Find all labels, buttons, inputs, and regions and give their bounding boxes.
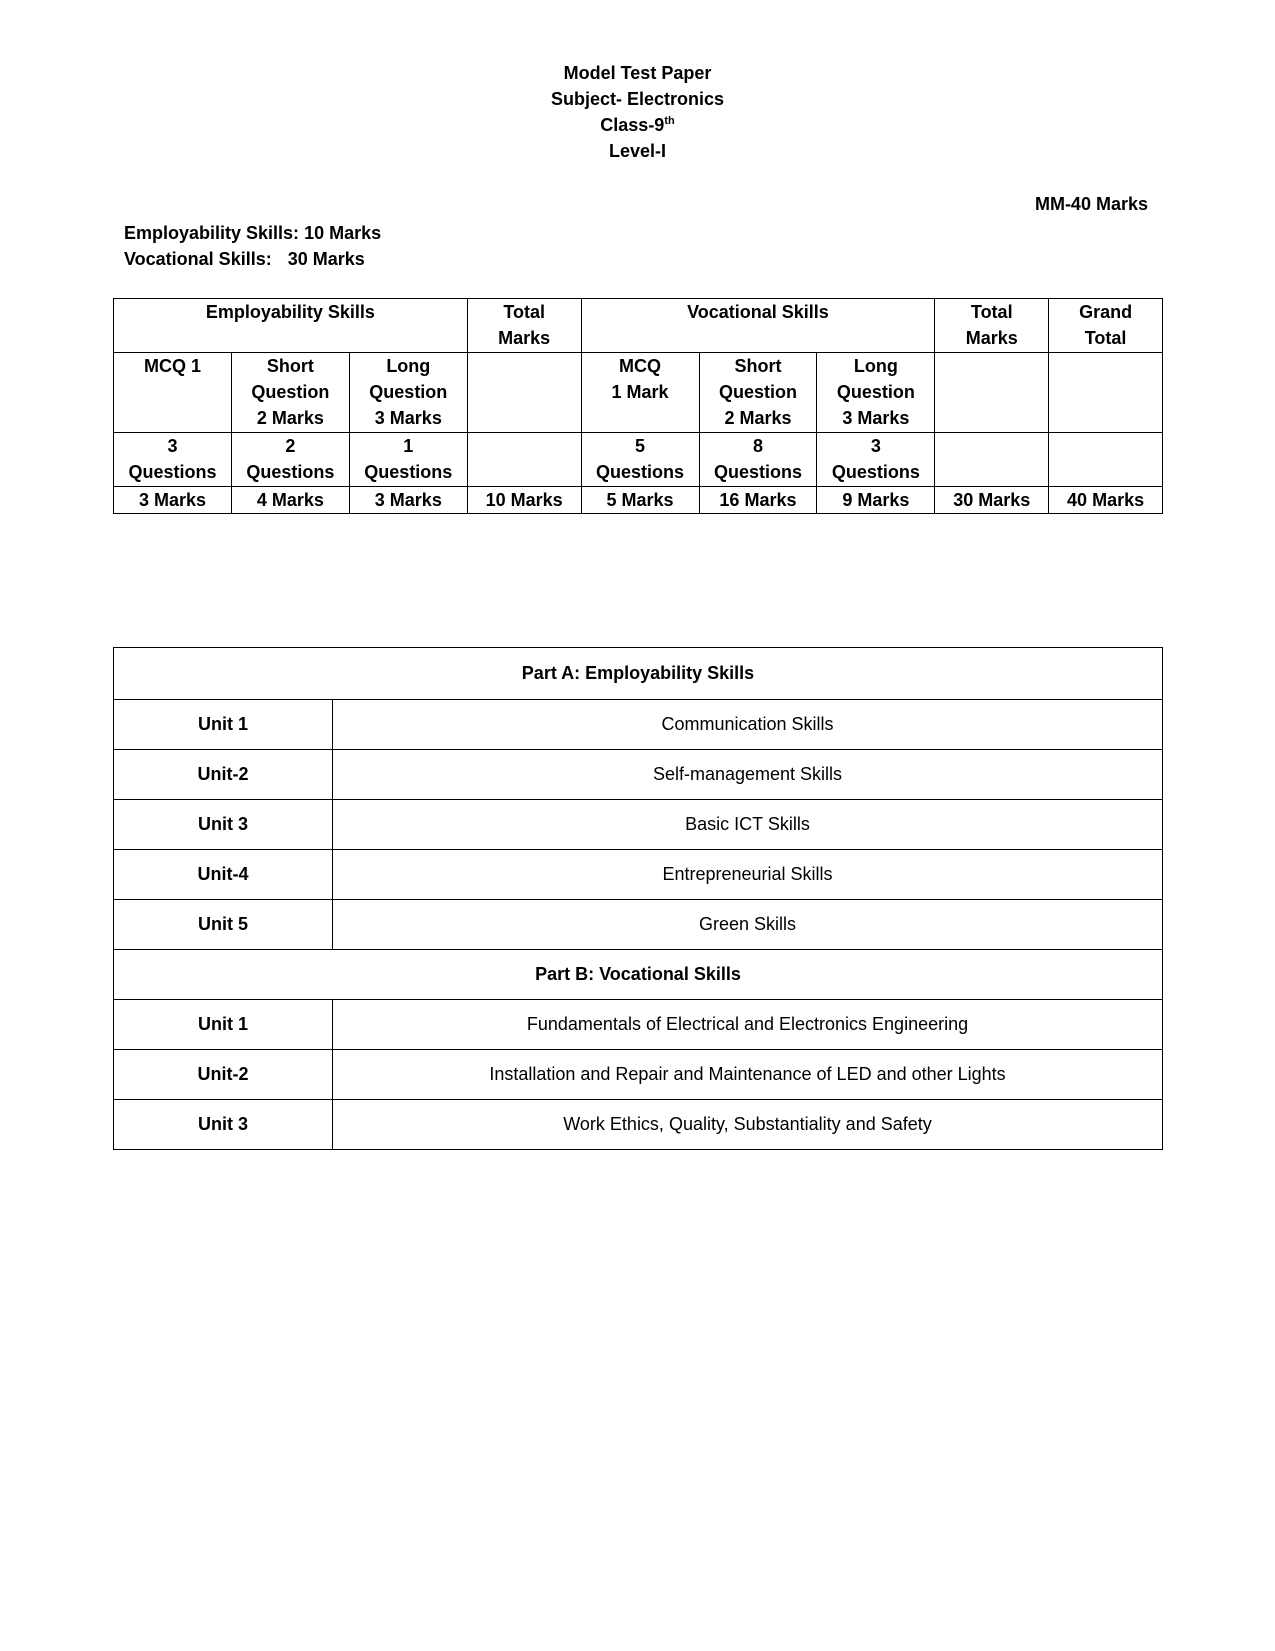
unit-row xyxy=(114,850,1163,900)
class-text: Class-9 xyxy=(600,115,665,135)
level-line: Level-I xyxy=(608,141,667,161)
vocational-summary-value: 30 Marks xyxy=(287,249,365,269)
unit-row xyxy=(114,800,1163,850)
units-table xyxy=(113,647,1163,1150)
questions-cell-line: Questions xyxy=(596,462,685,482)
subheader-cell-line: Question xyxy=(718,382,797,402)
questions-cell xyxy=(349,433,467,487)
unit-name: Fundamentals of Electrical and Electronics Engineering xyxy=(333,1000,1163,1050)
subheader-cell-line: MCQ 1 xyxy=(143,356,201,376)
marks-table-marks-row xyxy=(114,487,1163,514)
vocational-summary-label: Vocational Skills: xyxy=(124,249,272,269)
unit-label: Unit 3 xyxy=(114,800,333,850)
marks-cell: 30 Marks xyxy=(935,487,1049,514)
subheader-cell-line: MCQ xyxy=(619,356,662,376)
unit-row xyxy=(114,750,1163,800)
grand-total-header-line: Grand xyxy=(1079,302,1133,322)
document-header xyxy=(0,60,1275,164)
class-superscript: th xyxy=(664,115,675,127)
questions-cell xyxy=(817,433,935,487)
unit-name: Basic ICT Skills xyxy=(333,800,1163,850)
questions-cell-line: 3 xyxy=(870,436,881,456)
part-a-title-row xyxy=(114,648,1163,700)
total-marks-header-line: Total xyxy=(503,302,545,322)
unit-name: Self-management Skills xyxy=(333,750,1163,800)
total-marks-header-line: Total xyxy=(970,302,1013,322)
questions-cell xyxy=(699,433,817,487)
marks-table-subheader-row xyxy=(114,353,1163,433)
subheader-cell xyxy=(114,353,232,433)
subheader-cell xyxy=(467,353,581,433)
questions-cell-line: 3 xyxy=(167,436,178,456)
questions-cell-line: Questions xyxy=(128,462,217,482)
unit-name: Entrepreneurial Skills xyxy=(333,850,1163,900)
unit-name: Communication Skills xyxy=(333,700,1163,750)
questions-cell xyxy=(935,433,1049,487)
marks-cell: 4 Marks xyxy=(231,487,349,514)
marks-distribution-table xyxy=(113,298,1163,514)
questions-cell-line: 1 xyxy=(403,436,414,456)
subheader-cell xyxy=(935,353,1049,433)
questions-cell xyxy=(114,433,232,487)
unit-label: Unit-4 xyxy=(114,850,333,900)
questions-cell-line: 2 xyxy=(285,436,296,456)
unit-name: Green Skills xyxy=(333,900,1163,950)
questions-cell xyxy=(467,433,581,487)
subheader-cell-line: 2 Marks xyxy=(724,408,792,428)
unit-label: Unit 1 xyxy=(114,700,333,750)
vocational-header: Vocational Skills xyxy=(581,299,935,353)
part-b-title-row xyxy=(114,950,1163,1000)
questions-cell xyxy=(231,433,349,487)
subheader-cell xyxy=(699,353,817,433)
subheader-cell-line: Question xyxy=(251,382,330,402)
marks-cell: 3 Marks xyxy=(114,487,232,514)
grand-total-header xyxy=(1049,299,1163,353)
marks-cell: 9 Marks xyxy=(817,487,935,514)
questions-cell-line: Questions xyxy=(831,462,920,482)
unit-label: Unit 5 xyxy=(114,900,333,950)
subheader-cell-line: Short xyxy=(734,356,782,376)
questions-cell-line: Questions xyxy=(713,462,802,482)
employability-summary-value: 10 Marks xyxy=(304,223,382,243)
max-marks: MM-40 Marks xyxy=(1034,194,1148,214)
unit-label: Unit 3 xyxy=(114,1100,333,1150)
questions-cell-line: 5 xyxy=(635,436,646,456)
questions-cell xyxy=(581,433,699,487)
unit-row xyxy=(114,1000,1163,1050)
part-b-title: Part B: Vocational Skills xyxy=(114,950,1163,1000)
marks-cell: 40 Marks xyxy=(1049,487,1163,514)
subheader-cell xyxy=(1049,353,1163,433)
unit-row xyxy=(114,700,1163,750)
marks-cell: 10 Marks xyxy=(467,487,581,514)
total-marks-header-line: Marks xyxy=(965,328,1018,348)
total-marks-header-2 xyxy=(935,299,1049,353)
subheader-cell-line: 2 Marks xyxy=(256,408,324,428)
subheader-cell-line: Short xyxy=(266,356,314,376)
employability-summary-label: Employability Skills: xyxy=(124,223,300,243)
marks-cell: 3 Marks xyxy=(349,487,467,514)
part-a-title: Part A: Employability Skills xyxy=(114,648,1163,700)
marks-table-questions-row xyxy=(114,433,1163,487)
total-marks-header-line: Marks xyxy=(498,328,551,348)
questions-cell-line: Questions xyxy=(364,462,453,482)
unit-label: Unit 1 xyxy=(114,1000,333,1050)
questions-cell xyxy=(1049,433,1163,487)
total-marks-header xyxy=(467,299,581,353)
unit-name: Installation and Repair and Maintenance of LED and other Lights xyxy=(333,1050,1163,1100)
unit-name: Work Ethics, Quality, Substantiality and Safety xyxy=(333,1100,1163,1150)
unit-row xyxy=(114,1100,1163,1150)
subheader-cell-line: Question xyxy=(369,382,448,402)
subheader-cell-line: Long xyxy=(386,356,431,376)
subheader-cell-line: 3 Marks xyxy=(842,408,910,428)
class-line xyxy=(0,112,1275,138)
subheader-cell-line: Long xyxy=(853,356,898,376)
subheader-cell xyxy=(231,353,349,433)
unit-row xyxy=(114,900,1163,950)
marks-table-header-row xyxy=(114,299,1163,353)
subheader-cell xyxy=(581,353,699,433)
marks-cell: 16 Marks xyxy=(699,487,817,514)
vocational-summary xyxy=(124,246,381,272)
employability-header: Employability Skills xyxy=(114,299,468,353)
unit-row xyxy=(114,1050,1163,1100)
document-title: Model Test Paper xyxy=(563,63,712,83)
subheader-cell-line: 1 Mark xyxy=(611,382,669,402)
unit-label: Unit-2 xyxy=(114,750,333,800)
subheader-cell xyxy=(349,353,467,433)
grand-total-header-line: Total xyxy=(1084,328,1127,348)
skills-summary xyxy=(124,220,381,272)
subheader-cell-line: 3 Marks xyxy=(374,408,442,428)
subheader-cell-line: Question xyxy=(836,382,915,402)
questions-cell-line: 8 xyxy=(752,436,763,456)
marks-cell: 5 Marks xyxy=(581,487,699,514)
subject-line: Subject- Electronics xyxy=(550,89,725,109)
unit-label: Unit-2 xyxy=(114,1050,333,1100)
questions-cell-line: Questions xyxy=(246,462,335,482)
subheader-cell xyxy=(817,353,935,433)
employability-summary xyxy=(124,220,381,246)
